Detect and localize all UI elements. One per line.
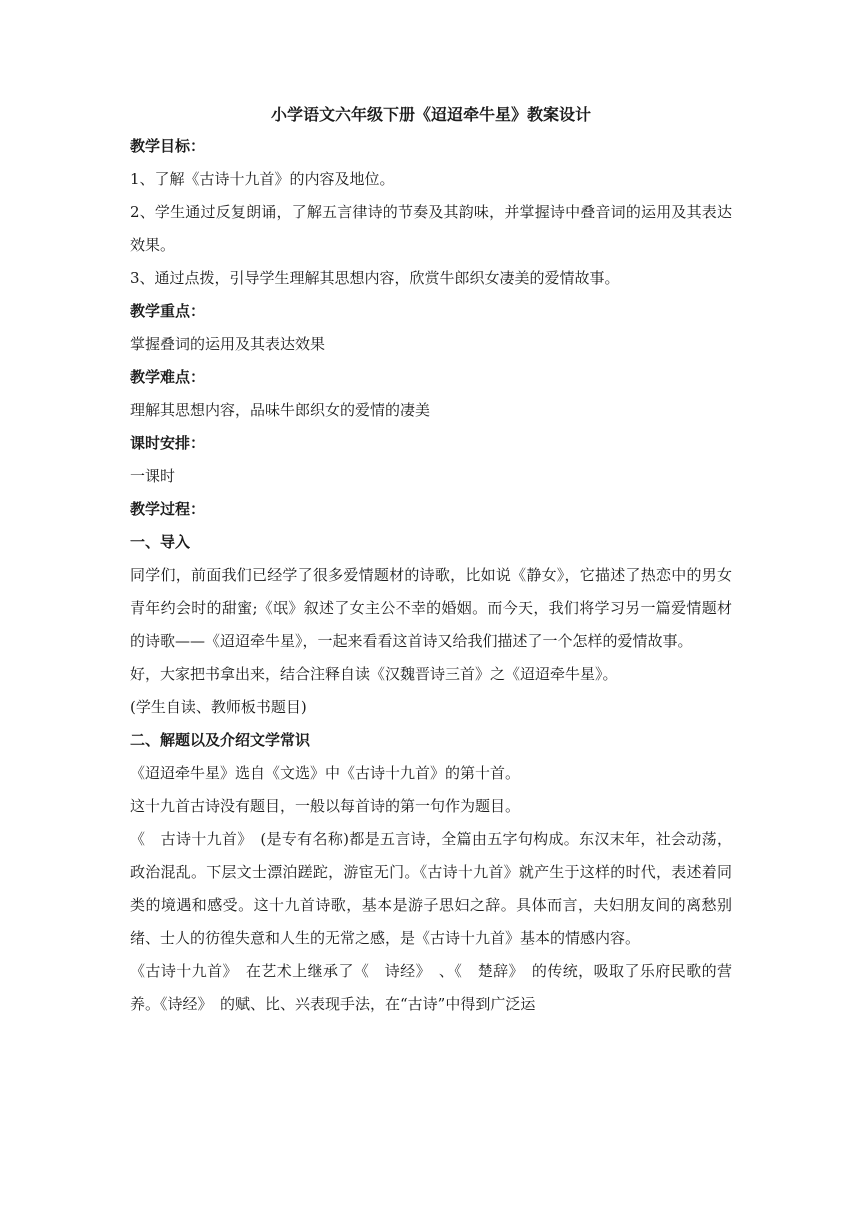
schedule-heading: 课时安排： bbox=[130, 434, 206, 452]
objective-item-3: 3、通过点拨，引导学生理解其思想内容，欣赏牛郎织女凄美的爱情故事。 bbox=[130, 269, 620, 287]
objectives-heading: 教学目标： bbox=[130, 137, 206, 155]
objective-item-1: 1、了解《古诗十九首》的内容及地位。 bbox=[130, 170, 395, 188]
document-page bbox=[130, 100, 732, 1021]
intro-paragraph-1: 同学们，前面我们已经学了很多爱情题材的诗歌，比如说《静女》，它描述了热恋中的男女青年约会时的甜蜜;《氓》叙述了女主公不幸的婚姻。而今天，我们将学习另一篇爱情题材的诗歌——《迢迢牵牛星》，一起来看看这首诗又给我们描述了一个怎样的爱情故事。 bbox=[130, 566, 732, 650]
document-title: 小学语文六年级下册《迢迢牵牛星》教案设计 bbox=[270, 105, 591, 124]
process-heading: 教学过程： bbox=[130, 500, 206, 518]
key-points-text: 掌握叠词的运用及其表达效果 bbox=[130, 335, 326, 353]
section-background-heading: 二、解题以及介绍文学常识 bbox=[130, 731, 311, 749]
background-paragraph-4: 《古诗十九首》 在艺术上继承了《 诗经》 、《 楚辞》 的传统，吸取了乐府民歌的营养。《诗经》 的赋、比、兴表现手法，在“古诗”中得到广泛运 bbox=[130, 962, 732, 1013]
intro-paragraph-2: 好，大家把书拿出来，结合注释自读《汉魏晋诗三首》之《迢迢牵牛星》。 bbox=[130, 665, 618, 683]
intro-paragraph-3: (学生自读、教师板书题目) bbox=[130, 698, 307, 716]
difficulties-heading: 教学难点： bbox=[130, 368, 206, 386]
background-paragraph-2: 这十九首古诗没有题目，一般以每首诗的第一句作为题目。 bbox=[130, 797, 521, 815]
difficulties-text: 理解其思想内容，品味牛郎织女的爱情的凄美 bbox=[130, 401, 431, 419]
objective-item-2: 2、学生通过反复朗诵，了解五言律诗的节奏及其韵味，并掌握诗中叠音词的运用及其表达效果。 bbox=[130, 203, 732, 254]
background-paragraph-1: 《迢迢牵牛星》选自《文选》中《古诗十九首》的第十首。 bbox=[130, 764, 521, 782]
section-intro-heading: 一、导入 bbox=[130, 533, 191, 551]
key-points-heading: 教学重点： bbox=[130, 302, 206, 320]
schedule-text: 一课时 bbox=[130, 467, 176, 485]
background-paragraph-3: 《 古诗十九首》 (是专有名称)都是五言诗，全篇由五字句构成。东汉末年，社会动荡，政治混乱。下层文士漂泊蹉跎，游宦无门。《古诗十九首》就产生于这样的时代，表述着同类的境遇和感受。这十九首诗歌，基本是游子思妇之辞。具体而言，夫妇朋友间的离愁别绪、士人的彷徨失意和人生的无常之感，是《古诗十九首》基本的情感内容。 bbox=[130, 830, 732, 947]
